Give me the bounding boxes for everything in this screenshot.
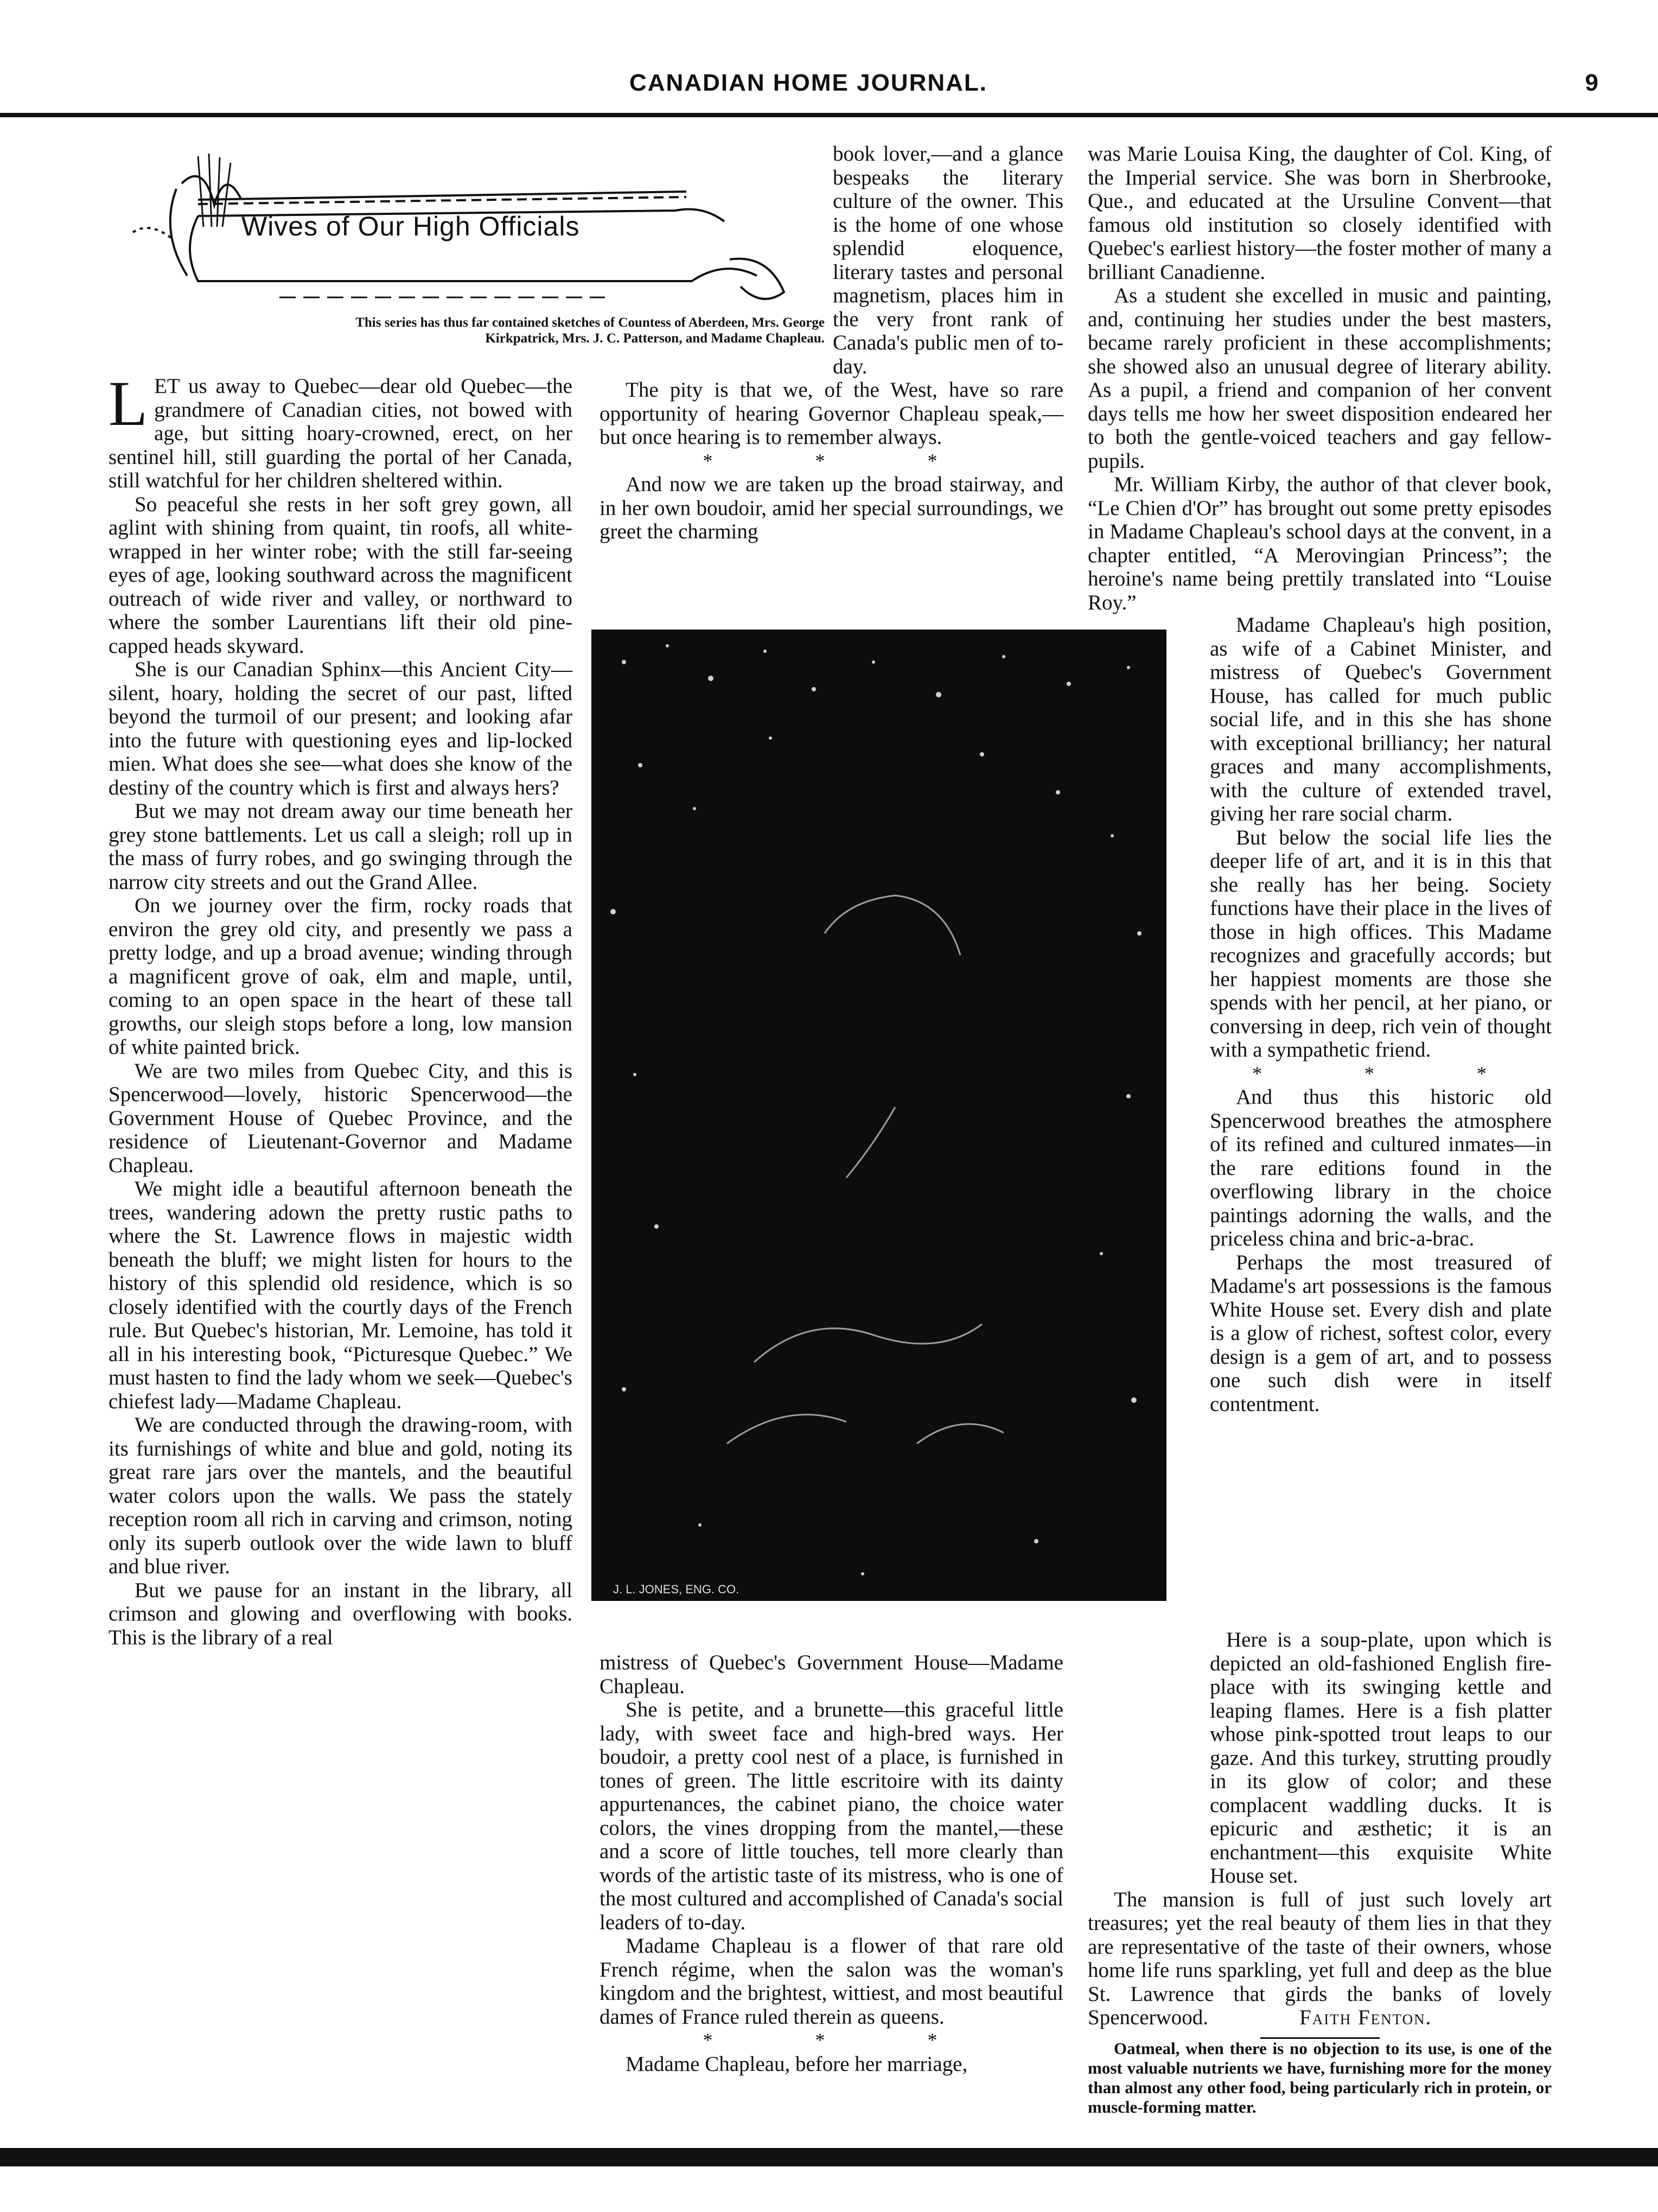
portrait-photo: [591, 630, 1166, 1601]
photo-credit: J. L. JONES, ENG. CO.: [613, 1582, 739, 1596]
article-paragraph: As a student she excelled in music and painting, and, continuing her studies under the best masters, became rarely proficient in these accomplishments; she showed also an unusual degree of literary ability. As a pupil, a friend and companion of her convent days tells me how her sweet disposition endeared her to both the gentle-voiced teachers and gay fellow-pupils.: [1088, 284, 1552, 473]
article-paragraph: Perhaps the most treasured of Madame's art possessions is the famous White House set. Every dish and plate is a glow of richest, softest color, every design is a gem of art, and to possess one such dish were in itself contentment.: [1210, 1250, 1552, 1416]
column-2-top: [600, 142, 1063, 544]
article-paragraph: Madame Chapleau is a flower of that rare old French régime, when the salon was the woman's kingdom and the brightest, wittiest, and most beautiful dames of France ruled therein as queens.: [600, 1934, 1063, 2029]
article-paragraph: Madame Chapleau, before her marriage,: [626, 2052, 968, 2076]
article-paragraph: So peaceful she rests in her soft grey gown, all aglint with shining from quaint, tin roofs, all white-wrapped in her winter robe; with the still far-seeing eyes of age, looking southward across the magnificent outreach of wide river and valley, or northward to where the somber Laurentians lift their old pine-capped heads skyward.: [109, 492, 572, 658]
footer-rule: [0, 2148, 1658, 2166]
header-rule: [0, 113, 1658, 117]
article-paragraph: was Marie Louisa King, the daughter of Col. King, of the Imperial service. She was born in Sherbrooke, Que., and educated at the Ursuline Convent—that famous old institution so closely identified with Quebec's earliest history—the foster mother of many a brilliant Canadienne.: [1088, 142, 1552, 284]
column-1: [109, 368, 572, 1649]
article-paragraph: She is our Canadian Sphinx—this Ancient City—silent, hoary, holding the secret of our past, lifted beyond the turmoil of our present; and looking afar into the future with questioning eyes and lip-locked mien. What does she see—what does she know of the destiny of the country which is first and always hers?: [109, 658, 572, 799]
article-paragraph: But below the social life lies the deeper life of art, and it is in this that she really has her being. Society functions have their place in the lives of those in high offices. This Madame recognizes and gracefully accords; but her happiest moments are those she spends with her pencil, at her piano, or conversing in deep, rich vein of thought with a sympathetic friend.: [1210, 825, 1552, 1061]
section-break-stars: * * *: [703, 449, 986, 472]
article-paragraph: We are conducted through the drawing-room, with its furnishings of white and blue and gold, noting its great rare jars over the mantels, and the beautiful water colors upon the walls. We pass the stately reception room all rich in carving and crimson, noting only its superb outlook over the wide lawn to bluff and blue river.: [109, 1413, 572, 1578]
article-paragraph: Here is a soup-plate, upon which is depicted an old-fashioned English fire-place with its swinging kettle and leaping flames. Here is a fish platter whose pink-spotted trout leaps to our gaze. And this turkey, strutting proudly in its glow of color; and these complacent waddling ducks. It is epicuric and æsthetic; it is an enchantment—this exquisite White House set.: [1210, 1628, 1552, 1887]
article-paragraph: And now we are taken up the broad stairway, and in her own boudoir, amid her special surroundings, we greet the charming: [600, 473, 1063, 543]
article-paragraph: The pity is that we, of the West, have so rare opportunity of hearing Governor Chapleau speak,—but once hearing is to remember always.: [600, 378, 1063, 449]
article-paragraph: book lover,—and a glance bespeaks the literary culture of the owner. This is the home of one whose splendid eloquence, literary tastes and personal magnetism, places him in the very front rank of Canada's public men of to-day.: [833, 142, 1063, 378]
portrait-image-icon: [591, 630, 1166, 1601]
article-paragraph: She is petite, and a brunette—this graceful little lady, with sweet face and high-bred ways. Her boudoir, a pretty cool nest of a place, is furnished in tones of green. The little escritoire with its dainty appurtenances, the cabinet piano, the choice water colors, the vines dropping from the mantel,—these and a score of little touches, tell more clearly than words of the artistic taste of its mistress, who is one of the most cultured and accomplished of Canada's social leaders of to-day.: [600, 1698, 1063, 1934]
author-signature: Faith Fenton.: [1299, 2006, 1432, 2029]
column-3: [1088, 142, 1552, 614]
article-paragraph: LET us away to Quebec—dear old Quebec—the grandmere of Canadian cities, not bowed with age, but sitting hoary-crowned, erect, on her sentinel hill, still guarding the portal of her Canada, still watchful for her children sheltered within.: [109, 368, 572, 492]
article-paragraph: We are two miles from Quebec City, and this is Spencerwood—lovely, historic Spencerwood—the Government House of Quebec Province, and the residence of Lieutenant-Governor and Madame Chapleau.: [109, 1059, 572, 1177]
article-paragraph: But we may not dream away our time beneath her grey stone battlements. Let us call a sleigh; roll up in the mass of furry robes, and go swinging through the narrow city streets and out the Grand Allee.: [109, 799, 572, 894]
article-paragraph: But we pause for an instant in the library, all crimson and glowing and overflowing with books. This is the library of a real: [109, 1578, 572, 1649]
column-3-bottom: [1088, 1628, 1552, 2117]
article-paragraph: We might idle a beautiful afternoon beneath the trees, wandering adown the pretty rustic paths to where the St. Lawrence flows in majestic width beneath the bluff; we might listen for hours to the history of this splendid old residence, which is so closely identified with the courtly days of the French rule. But Quebec's historian, Mr. Lemoine, has told it all in his interesting book, “Picturesque Quebec.” We must hasten to find the lady whom we seek—Quebec's chiefest lady—Madame Chapleau.: [109, 1177, 572, 1413]
filler-note: Oatmeal, when there is no objection to its use, is one of the most valuable nutrients we have, furnishing more for the money than almost any other food, being particularly rich in protein, or muscle-forming matter.: [1088, 2038, 1552, 2116]
article-paragraph: And thus this historic old Spencerwood breathes the atmosphere of its refined and cultured inmates—in the rare editions found in the overflowing library in the choice paintings adorning the walls, and the priceless china and bric-a-brac.: [1210, 1085, 1552, 1250]
journal-title: CANADIAN HOME JOURNAL.: [629, 69, 987, 96]
page-header: [0, 66, 1658, 99]
page-number: 9: [1585, 69, 1598, 96]
article-paragraph: Madame Chapleau's high position, as wife of a Cabinet Minister, and mistress of Quebec's Government House, has called for much public social life, and in this she has shone with exceptional brilliancy; her natural graces and many accomplishments, with the culture of extended travel, giving her rare social charm.: [1210, 613, 1552, 825]
article-paragraph: The mansion is full of just such lovely art treasures; yet the real beauty of them lies in that they are representative of the taste of their owners, whose home life runs sparkling, yet full and deep as the blue St. Lawrence that girds the banks of lovely Spencerwood. Faith Fenton.: [1088, 1887, 1552, 2029]
article-paragraph: mistress of Quebec's Government House—Madame Chapleau.: [600, 1651, 1063, 1698]
article-paragraph: Mr. William Kirby, the author of that clever book, “Le Chien d'Or” has brought out some pretty episodes in Madame Chapleau's school days at the convent, in a chapter entitled, “A Merovingian Princess”; the heroine's name being prettily translated into “Louise Roy.”: [1088, 473, 1552, 614]
column-2-bottom: [600, 1651, 1063, 2076]
section-break-stars: * * *: [703, 2029, 986, 2051]
drop-cap: L: [109, 368, 148, 439]
banner-title: Wives of Our High Officials: [241, 211, 580, 241]
article-paragraph: On we journey over the firm, rocky roads that environ the grey old city, and presently we pass a pretty lodge, and up a broad avenue; winding through a magnificent grove of oak, elm and maple, until, coming to an open space in the heart of these tall growths, our sleigh stops before a long, low mansion of white painted brick.: [109, 894, 572, 1059]
series-caption: This series has thus far contained sketches of Countess of Aberdeen, Mrs. George Kirkpatrick, Mrs. J. C. Patterson, and Madame Chapleau.: [355, 315, 825, 346]
column-3-narrow: [1210, 613, 1552, 1416]
section-break-stars: * * *: [1252, 1062, 1535, 1084]
